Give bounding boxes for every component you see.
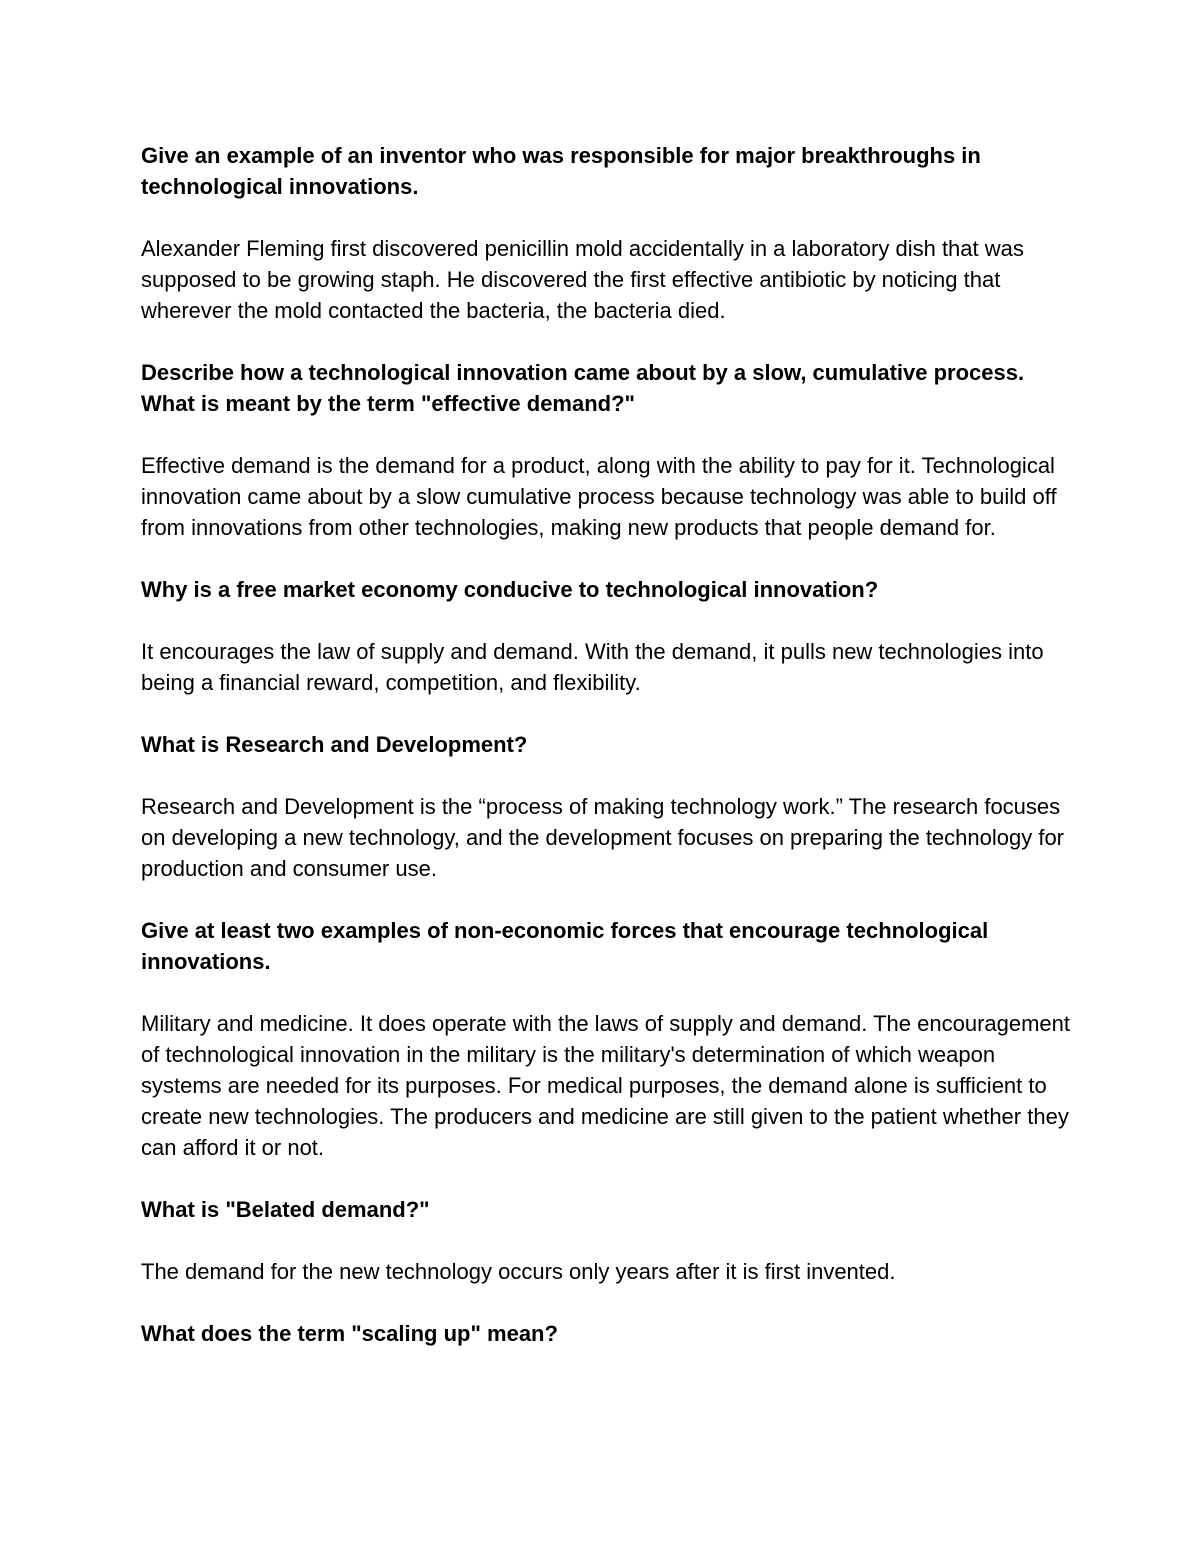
paragraph-gap bbox=[141, 760, 1071, 791]
question-research-development: What is Research and Development? bbox=[141, 732, 528, 757]
paragraph-gap bbox=[141, 419, 1071, 450]
document-page bbox=[141, 140, 1071, 1349]
answer-research-development: Research and Development is the “process of making technology work.” The research focuses on developing a new technology, and the development focuses on preparing the technology for production and consumer use. bbox=[141, 794, 1065, 881]
paragraph-gap bbox=[141, 884, 1071, 915]
paragraph-gap bbox=[141, 1225, 1071, 1256]
question-belated-demand: What is "Belated demand?" bbox=[141, 1197, 430, 1222]
question-cumulative-process: Describe how a technological innovation came about by a slow, cumulative process. bbox=[141, 360, 1025, 385]
answer-inventor: Alexander Fleming first discovered penicillin mold accidentally in a laboratory dish that was supposed to be growing staph. He discovered the first effective antibiotic by noticing that wherever the mold contacted the bacteria, the bacteria died. bbox=[141, 236, 1024, 323]
answer-non-economic-forces: Military and medicine. It does operate with the laws of supply and demand. The encouragement of technological innovation in the military is the military's determination of which weapon systems are needed for its purposes. For medical purposes, the demand alone is sufficient to create new technologies. The producers and medicine are still given to the patient whether they can afford it or not. bbox=[141, 1011, 1071, 1160]
paragraph-gap bbox=[141, 1163, 1071, 1194]
answer-effective-demand: Effective demand is the demand for a product, along with the ability to pay for it. Technological innovation came about by a slow cumulative process because technology was able to build off from innovations from other technologies, making new products that people demand for. bbox=[141, 453, 1057, 540]
answer-belated-demand: The demand for the new technology occurs only years after it is first invented. bbox=[141, 1259, 896, 1284]
paragraph-gap bbox=[141, 1287, 1071, 1318]
paragraph-gap bbox=[141, 543, 1071, 574]
question-scaling-up: What does the term "scaling up" mean? bbox=[141, 1321, 558, 1346]
question-non-economic-forces: Give at least two examples of non-economic forces that encourage technological innovations. bbox=[141, 918, 989, 974]
question-free-market: Why is a free market economy conducive to technological innovation? bbox=[141, 577, 879, 602]
paragraph-gap bbox=[141, 698, 1071, 729]
question-inventor: Give an example of an inventor who was responsible for major breakthroughs in technological innovations. bbox=[141, 143, 981, 199]
question-effective-demand: What is meant by the term "effective demand?" bbox=[141, 391, 635, 416]
paragraph-gap bbox=[141, 977, 1071, 1008]
paragraph-gap bbox=[141, 202, 1071, 233]
paragraph-gap bbox=[141, 326, 1071, 357]
answer-free-market: It encourages the law of supply and demand. With the demand, it pulls new technologies into being a financial reward, competition, and flexibility. bbox=[141, 639, 1044, 695]
paragraph-gap bbox=[141, 605, 1071, 636]
